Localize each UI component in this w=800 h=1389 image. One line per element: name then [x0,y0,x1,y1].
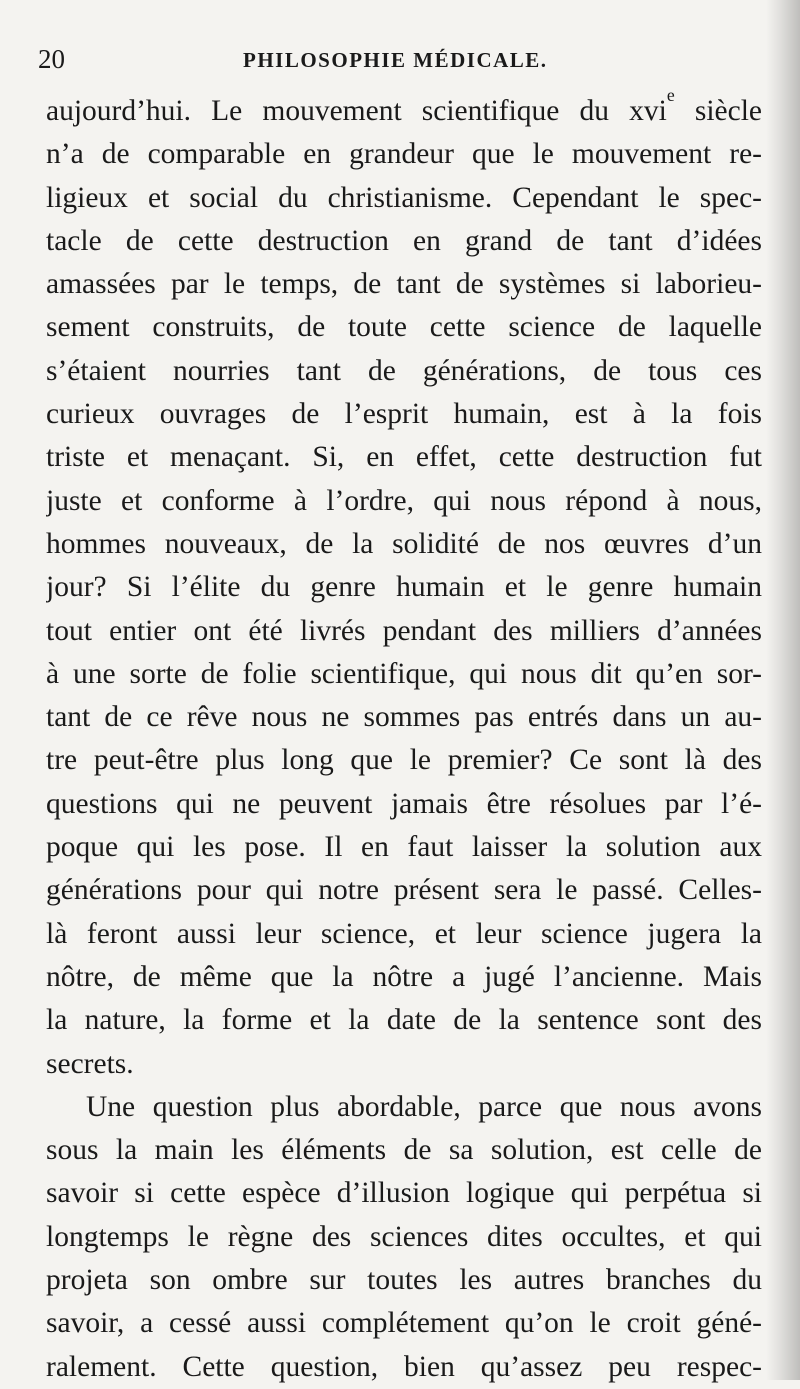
text-line: longtemps le règne des sciences dites occultes, et qui [46,1220,762,1253]
text-line: curieux ouvrages de l’esprit humain, est à la fois [46,398,762,431]
text-line: là feront aussi leur science, et leur science jugera la [46,917,762,950]
page-spine-shadow [766,0,800,1380]
paragraph-2 [46,1086,762,1389]
text-line: ralement. Cette question, bien qu’assez peu respec- [46,1350,762,1383]
text-line: sement construits, de toute cette science de laquelle [46,311,762,344]
text-line [46,90,762,133]
page-header [38,40,758,80]
text-line: projeta son ombre sur toutes les autres branches du [46,1264,762,1297]
text-line: questions qui ne peuvent jamais être résolues par l’é- [46,787,762,820]
text-line: générations pour qui notre présent sera le passé. Celles- [46,874,762,907]
text-line: tout entier ont été livrés pendant des milliers d’années [46,614,762,647]
body-text [46,90,762,1389]
superscript: e [666,90,675,106]
text-line: n’a de comparable en grandeur que le mouvement re- [46,138,762,171]
text-line: tacle de cette destruction en grand de tant d’idées [46,224,762,257]
text-line: poque qui les pose. Il en faut laisser la solution aux [46,831,762,864]
running-title: PHILOSOPHIE MÉDICALE. [243,48,548,72]
text-line: jour? Si l’élite du genre humain et le genre humain [46,571,762,604]
text-line: tant de ce rêve nous ne sommes pas entrés dans un au- [46,701,762,734]
text-line: à une sorte de folie scientifique, qui nous dit qu’en sor- [46,657,762,690]
text-line-content: aujourd’hui. Le mouvement scientifique du xvi [46,95,667,127]
text-line: hommes nouveaux, de la solidité de nos œuvres d’un [46,527,762,560]
text-line: triste et menaçant. Si, en effet, cette destruction fut [46,441,762,474]
text-line: secrets. [46,1047,134,1080]
text-line-tail: siècle [674,95,762,127]
text-line: ligieux et social du christianisme. Cependant le spec- [46,181,762,214]
text-line: nôtre, de même que la nôtre a jugé l’ancienne. Mais [46,960,762,993]
page-number: 20 [38,44,65,74]
text-line: amassées par le temps, de tant de systèmes si laborieu- [46,268,762,301]
text-line: tre peut-être plus long que le premier? Ce sont là des [46,744,762,777]
text-line: Une question plus abordable, parce que nous avons [86,1090,762,1123]
text-line: juste et conforme à l’ordre, qui nous répond à nous, [46,484,762,517]
paragraph-1 [46,90,762,1086]
text-line: sous la main les éléments de sa solution, est celle de [46,1134,762,1167]
text-line: s’étaient nourries tant de générations, de tous ces [46,354,762,387]
text-line: la nature, la forme et la date de la sentence sont des [46,1004,762,1037]
text-line: savoir si cette espèce d’illusion logique qui perpétua si [46,1177,762,1210]
text-line: savoir, a cessé aussi complétement qu’on le croit géné- [46,1307,762,1340]
